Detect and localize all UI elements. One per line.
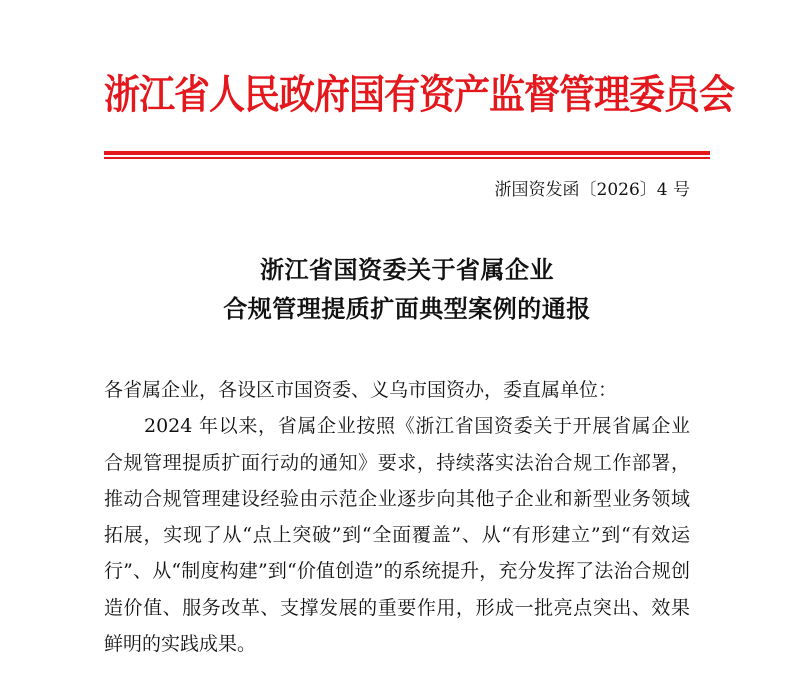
body-paragraph: 2024 年以来，省属企业按照《浙江省国资委关于开展省属企业合规管理提质扩面行动的通知》要求，持续落实法治合规工作部署，推动合规管理建设经验由示范企业逐步向其他子企业和新型业务领域拓展，实现了从“点上突破”到“全面覆盖”、从“有形建立”到“有效运行”、从“制度构建”到“价值创造”的系统提升，充分发挥了法治合规创造价值、服务改革、支撑发展的重要作用，形成一批亮点突出、效果鲜明的实践成果。 — [104, 415, 690, 656]
letterhead-red-rule-thin — [104, 157, 710, 159]
salutation: 各省属企业，各设区市国资委、义乌市国资办，委直属单位： — [104, 379, 618, 401]
document-number: 浙国资发函〔2026〕4 号 — [494, 180, 690, 200]
letterhead-red-rule-thick — [104, 151, 710, 155]
agency-letterhead: 浙江省人民政府国有资产监督管理委员会 — [104, 71, 735, 119]
document-title-line-2: 合规管理提质扩面典型案例的通报 — [223, 294, 591, 323]
document-title-line-1: 浙江省国资委关于省属企业 — [260, 255, 554, 284]
document-body — [104, 372, 690, 662]
